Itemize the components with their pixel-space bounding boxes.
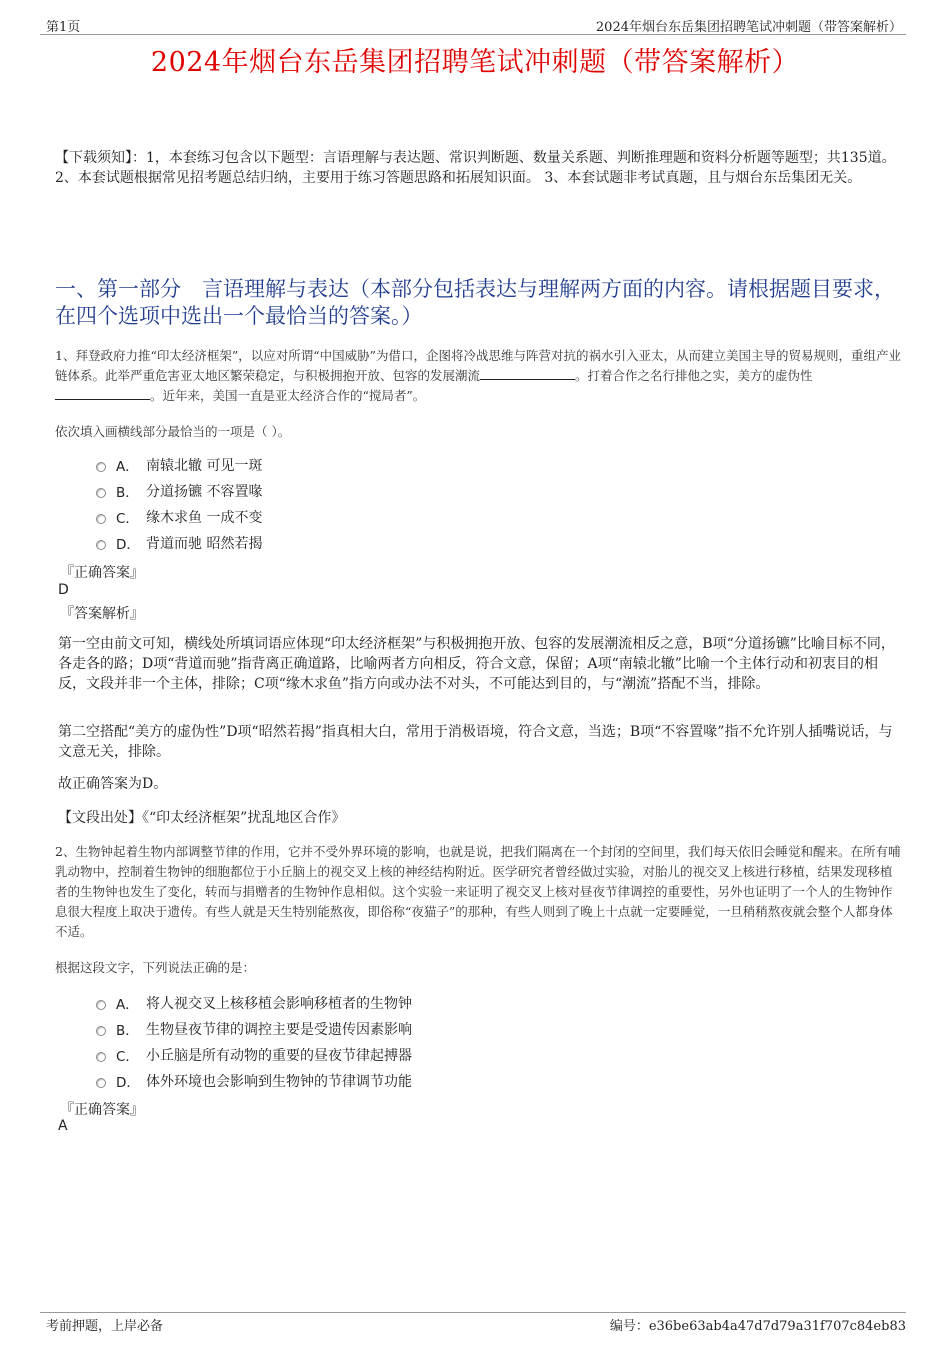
answer-value: D [58, 582, 69, 598]
option-c[interactable]: C． 小丘脑是所有动物的重要的昼夜节律起搏器 [96, 1042, 412, 1068]
option-label: 生物昼夜节律的调控主要是受遗传因素影响 [146, 1022, 412, 1038]
blank-2 [55, 387, 150, 400]
radio-icon[interactable] [96, 514, 106, 524]
blank-1 [480, 367, 575, 380]
question-1-text: 1、拜登政府力推“印太经济框架”，以应对所谓“中国威胁”为借口，企图将冷战思维与阵营对抗的祸水引入亚太，从而建立美国主导的贸易规则，重组产业链体系。此举严重危害亚太地区繁荣稳定，与积极拥抱开放、包容的发展潮流 。打着合作之名行排他之实，美方的虚伪性。近年来，美国一直是亚太经济合作的“搅局者”。 [55, 348, 902, 403]
analysis-paragraph-1: 第一空由前文可知，横线处所填词语应体现“印太经济框架”与积极拥抱开放、包容的发展潮流相反之意，B项“分道扬镳”比喻目标不同，各走各的路；D项“背道而驰”指背离正确道路，比喻两者方向相反，符合文意，保留；A项“南辕北辙”比喻一个主体行动和初衷目的相反，文段并非一个主体，排除；C项“缘木求鱼”指方向或办法不对头，不可能达到目的，与“潮流”搭配不当，排除。 [58, 636, 895, 692]
option-b[interactable]: B． 分道扬镳 不容置喙 [96, 478, 262, 504]
radio-icon[interactable] [96, 540, 106, 550]
download-notice: 【下载须知】：1，本套练习包含以下题型：言语理解与表达题、常识判断题、数量关系题、判断推理题和资料分析题等题型；共135道。 2、本套试题根据常见招考题总结归纳，主要用于练习答题思路和拓展知识面。 3、本套试题非考试真题，且与烟台东岳集团无关。 [55, 150, 896, 186]
section-title: 一、第一部分 言语理解与表达（本部分包括表达与理解两方面的内容。请根据题目要求，在四个选项中选出一个最恰当的答案。） [55, 277, 895, 328]
option-d[interactable]: D． 体外环境也会影响到生物钟的节律调节功能 [96, 1068, 412, 1094]
footer-serial: 编号：e36be63ab4a47d7d79a31f707c84eb83 [609, 1319, 906, 1334]
option-label: 分道扬镳 不容置喙 [146, 484, 263, 500]
option-label: 将人视交叉上核移植会影响移植者的生物钟 [146, 996, 412, 1012]
option-d[interactable]: D． 背道而驰 昭然若揭 [96, 530, 262, 556]
option-a[interactable]: A． 将人视交叉上核移植会影响移植者的生物钟 [96, 990, 412, 1016]
answer-value: A [58, 1118, 68, 1134]
source-citation: 【文段出处】《“印太经济框架”扰乱地区合作》 [58, 810, 346, 826]
page-number: 第1页 [46, 20, 81, 35]
page-header [40, 14, 906, 35]
analysis-label: 『答案解析』 [60, 606, 144, 622]
header-doc-title: 2024年烟台东岳集团招聘笔试冲刺题（带答案解析） [595, 20, 902, 35]
radio-icon[interactable] [96, 1078, 106, 1088]
radio-icon[interactable] [96, 462, 106, 472]
question-2-prompt: 根据这段文字，下列说法正确的是： [55, 960, 256, 975]
answer-label: 『正确答案』 [60, 565, 144, 581]
option-label: 背道而驰 昭然若揭 [146, 536, 263, 552]
question-1-options [96, 452, 262, 556]
page-footer [40, 1312, 906, 1333]
question-2-text: 2、生物钟起着生物内部调整节律的作用，它并不受外界环境的影响，也就是说，把我们隔离在一个封闭的空间里，我们每天依旧会睡觉和醒来。在所有哺乳动物中，控制着生物钟的细胞都位于小丘脑上的视交叉上核的神经结构附近。医学研究者曾经做过实验，对胎儿的视交叉上核进行移植，结果发现移植者的生物钟也发生了变化，转而与捐赠者的生物钟作息相似。这个实验一来证明了视交叉上核对昼夜节律调控的重要性，另外也证明了一个人的生物钟作息很大程度上取决于遗传。有些人就是天生特别能熬夜，即俗称“夜猫子”的那种，有些人则到了晚上十点就一定要睡觉，一旦稍稍熬夜就会整个人都身体不适。 [55, 844, 901, 939]
question-1-prompt: 依次填入画横线部分最恰当的一项是（ ）。 [55, 424, 291, 439]
analysis-paragraph-2: 第二空搭配“美方的虚伪性”D项“昭然若揭”指真相大白，常用于消极语境，符合文意，当选；B项“不容置喙”指不允许别人插嘴说话，与文意无关，排除。 [58, 724, 893, 760]
option-label: 小丘脑是所有动物的重要的昼夜节律起搏器 [146, 1048, 412, 1064]
option-a[interactable]: A． 南辕北辙 可见一斑 [96, 452, 262, 478]
option-label: 缘木求鱼 一成不变 [146, 510, 263, 526]
analysis-conclusion: 故正确答案为D。 [58, 776, 168, 792]
page-title: 2024年烟台东岳集团招聘笔试冲刺题（带答案解析） [150, 47, 800, 78]
radio-icon[interactable] [96, 1000, 106, 1010]
option-label: 南辕北辙 可见一斑 [146, 458, 263, 474]
answer-label: 『正确答案』 [60, 1102, 144, 1118]
option-c[interactable]: C． 缘木求鱼 一成不变 [96, 504, 262, 530]
radio-icon[interactable] [96, 1052, 106, 1062]
radio-icon[interactable] [96, 1026, 106, 1036]
radio-icon[interactable] [96, 488, 106, 498]
option-b[interactable]: B． 生物昼夜节律的调控主要是受遗传因素影响 [96, 1016, 412, 1042]
option-label: 体外环境也会影响到生物钟的节律调节功能 [146, 1074, 412, 1090]
question-2-options [96, 990, 412, 1094]
footer-slogan: 考前押题，上岸必备 [46, 1319, 164, 1334]
